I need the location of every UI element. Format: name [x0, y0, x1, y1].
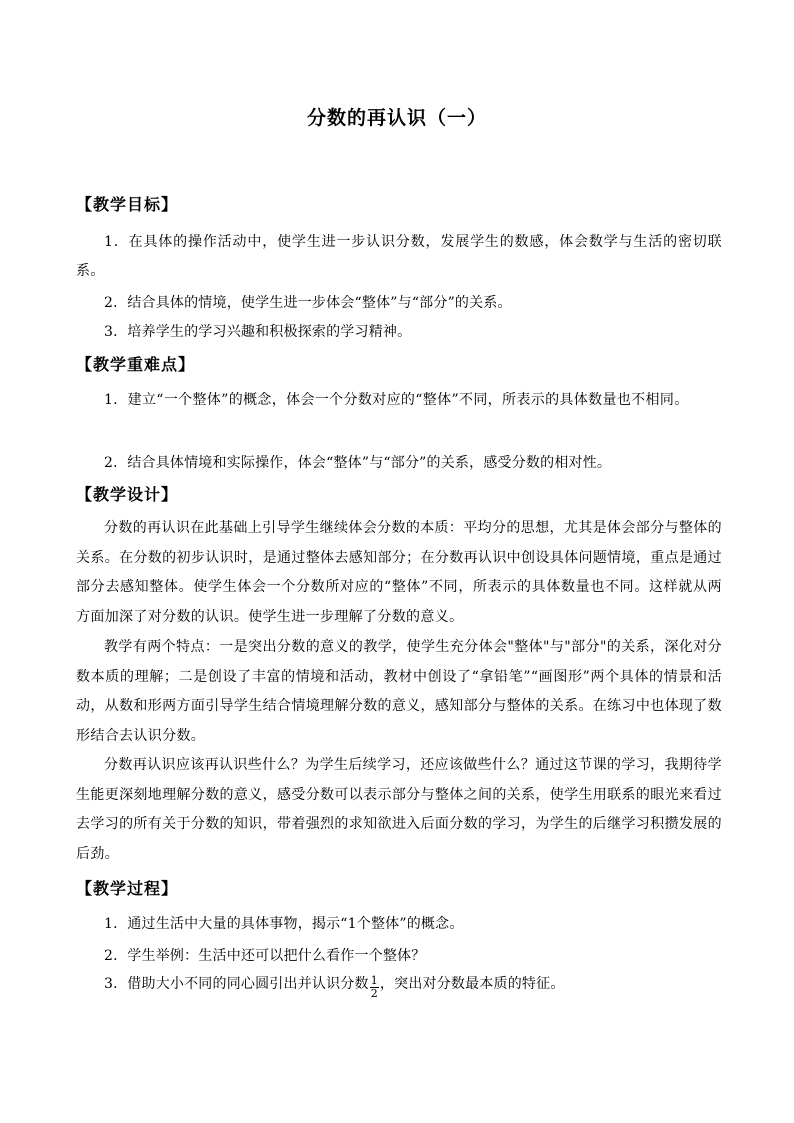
section-heading-process: 【教学过程】 — [76, 879, 179, 898]
design-paragraph-1: 分数的再认识在此基础上引导学生继续体会分数的本质：平均分的思想，尤其是体会部分与整体的关系。在分数的初步认识时，是通过整体去感知部分；在分数再认识中创设具体问题情境，重点是通过部分去感知整体。使学生体会一个分数所对应的“整体”不同，所表示的具体数量也不同。这样就从两方面加深了对分数的认识。使学生进一步理解了分数的意义。 — [76, 520, 722, 626]
process-item-1: 1．通过生活中大量的具体事物，揭示“1个整体”的概念。 — [104, 916, 464, 932]
design-paragraph-2: 教学有两个特点：一是突出分数的意义的教学，使学生充分体会"整体"与"部分"的关系，深化对分数本质的理解；二是创设了丰富的情境和活动，教材中创设了“拿铅笔”“画图形”两个具体的情景和活动，从数和形两方面引导学生结合情境理解分数的意义，感知部分与整体的关系。在练习中也体现了数形结合去认识分数。 — [76, 639, 722, 745]
key-point-item-1: 1．建立“一个整体”的概念，体会一个分数对应的“整体”不同，所表示的具体数量也不相同。 — [104, 392, 689, 408]
fraction-one-half — [370, 975, 379, 1000]
goal-item-1: 1．在具体的操作活动中，使学生进一步认识分数，发展学生的数感，体会数学与生活的密切联系。 — [76, 234, 722, 279]
process-item-3-text-before: 3．借助大小不同的同心圆引出并认识分数 — [104, 976, 369, 992]
design-paragraph-3: 分数再认识应该再认识些什么？为学生后续学习，还应该做些什么？通过这节课的学习，我期待学生能更深刻地理解分数的意义，感受分数可以表示部分与整体之间的关系，使学生用联系的眼光来看过去学习的所有关于分数的知识，带着强烈的求知欲进入后面分数的学习，为学生的后继学习积攒发展的后劲。 — [76, 757, 722, 863]
goal-item-3: 3．培养学生的学习兴趣和积极探索的学习精神。 — [104, 324, 412, 340]
section-heading-design: 【教学设计】 — [76, 485, 179, 504]
fraction-numerator: 1 — [370, 974, 378, 987]
key-point-item-2: 2．结合具体情境和实际操作，体会“整体”与“部分”的关系，感受分数的相对性。 — [104, 455, 612, 471]
page-title: 分数的再认识（一） — [306, 107, 487, 129]
process-item-2: 2．学生举例：生活中还可以把什么看作一个整体？ — [104, 948, 426, 964]
fraction-denominator: 2 — [370, 987, 378, 1000]
section-heading-key-points: 【教学重难点】 — [76, 355, 196, 374]
goal-item-2: 2．结合具体的情境，使学生进一步体会“整体”与“部分”的关系。 — [104, 295, 512, 311]
process-item-3-text-after: ，突出对分数最本质的特征。 — [379, 976, 565, 992]
section-heading-goals: 【教学目标】 — [76, 195, 179, 214]
process-item-3 — [104, 973, 565, 1000]
